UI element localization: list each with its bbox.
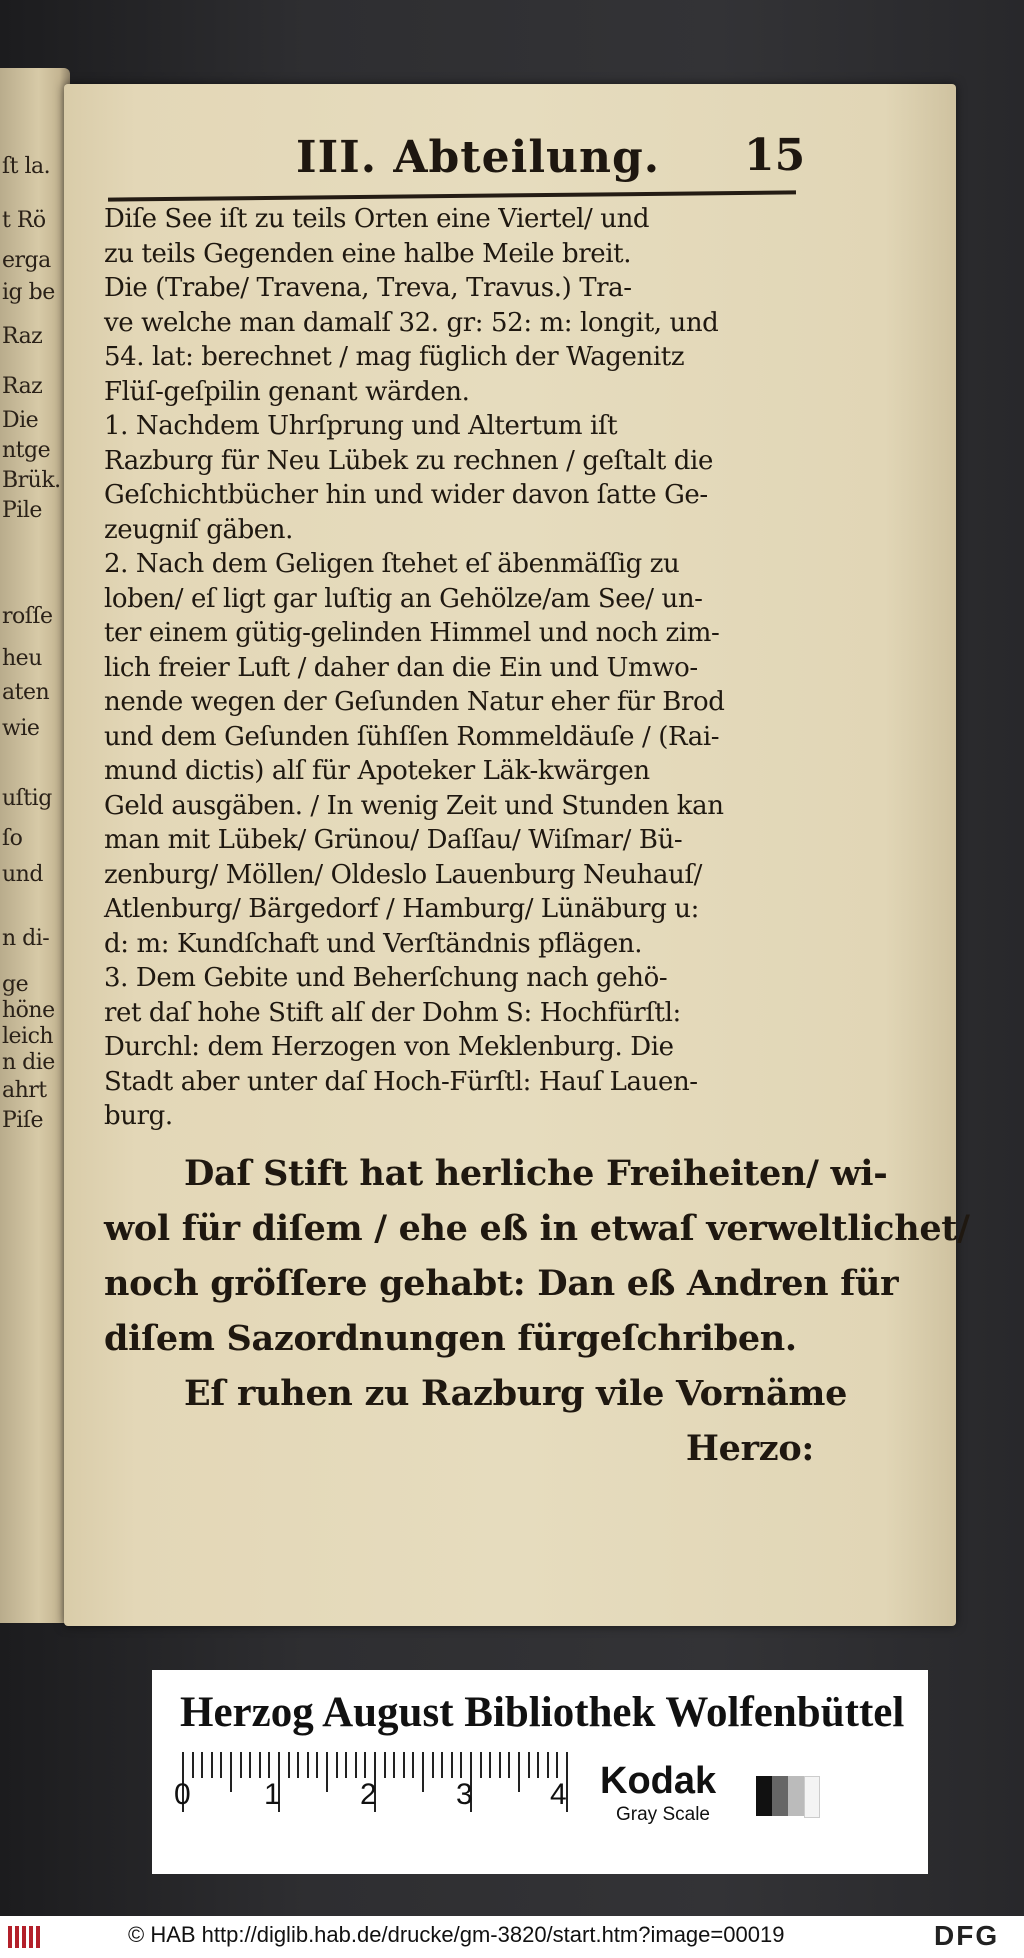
ruler-tick [384,1752,386,1778]
footer-bar [0,1916,1024,1958]
left-page-fragment: t Rö [2,208,46,233]
left-page-fragment: höne [2,998,55,1023]
text-line: nende wegen der Geſunden Natur eher für Brod [104,687,725,717]
closing-line: Eſ ruhen zu Razburg vile Vornäme [184,1372,848,1414]
large-text-line: diſem Sazordnungen fürgeſchriben. [104,1317,797,1359]
left-page-fragment: erga [2,248,51,273]
page-header-title: III. Abteilung. [296,132,661,183]
text-line: d: m: Kundſchaft und Verſtändnis pflägen. [104,928,643,959]
left-page-fragment: Brük. [2,468,61,493]
left-page-fragment: Die [2,408,39,433]
catchword: Herzo: [685,1427,814,1469]
ruler-tick [451,1752,453,1778]
text-line: zu teils Gegenden eine halbe Meile breit. [104,238,632,269]
left-page-fragment: roſſe [2,604,53,629]
gray-scale-label: Gray Scale [616,1804,710,1825]
text-line: Flüſ-geſpilin genant wärden. [104,376,470,407]
large-text-line: wol für diſem / ehe eß in etwaſ verweltlichet/ [104,1207,970,1249]
ruler-tick [480,1752,482,1778]
left-page-fragment: n di- [2,926,50,951]
ruler-tick [230,1752,232,1792]
left-page-fragment: Raz [2,374,43,399]
hab-logo-icon [6,1922,46,1952]
ruler-tick [393,1752,395,1778]
ruler-tick [192,1752,194,1778]
ruler-tick [547,1752,549,1778]
ruler-tick [336,1752,338,1778]
text-line: ter einem gütig-gelinden Himmel und noch zim- [104,618,720,648]
left-page-edge [0,68,70,1623]
ruler-tick [249,1752,251,1778]
ruler-number: 2 [360,1778,377,1811]
gray-swatch-light [788,1776,804,1816]
text-line: 54. lat: berechnet / mag füglich der Wagenitz [104,342,685,372]
text-line: loben/ eſ ligt gar luſtig an Gehölze/am See/ un- [104,583,703,614]
text-line: Die (Trabe/ Travena, Treva, Travus.) Tra- [104,273,632,303]
left-page-fragment: heu [2,646,42,671]
text-line: Diſe See iſt zu teils Orten eine Viertel/ und [104,204,650,234]
text-line: Geld ausgäben. / In wenig Zeit und Stunden kan [104,790,724,821]
gray-swatch-white [804,1776,820,1818]
ruler-tick [460,1752,462,1778]
ruler-tick [364,1752,366,1778]
text-line: Atlenburg/ Bärgedorf / Hamburg/ Lünäburg u: [104,894,700,924]
text-line: mund dictis) alſ für Apoteker Läk-kwärgen [104,756,650,786]
left-page-fragment: wie [2,716,40,741]
text-line: und dem Geſunden ſühſſen Rommeldäuſe / (Rai- [104,721,720,752]
ruler-tick [268,1752,270,1778]
gray-swatch-black [756,1776,772,1816]
dfg-logo: DFG [934,1920,1000,1951]
color-target-card [152,1670,928,1874]
ruler-number: 4 [550,1778,567,1811]
text-line: lich freier Luft / daher dan die Ein und Umwo- [104,652,698,683]
ruler-tick [499,1752,501,1778]
left-page-fragment: und [2,862,43,887]
large-text-line: noch gröſſere gehabt: Dan eß Andren für [104,1262,899,1304]
ruler-number: 3 [456,1778,473,1811]
ruler-tick [422,1752,424,1792]
ruler-tick [518,1752,520,1792]
text-line: Stadt aber unter daſ Hoch-Fürſtl: Hauſ Lauen- [104,1066,698,1097]
left-page-fragment: ge [2,972,29,997]
left-page-fragment: ſt la. [2,154,51,179]
book-page [64,84,970,1626]
copyright-link[interactable]: © HAB http://diglib.hab.de/drucke/gm-3820/start.htm?image=00019 [128,1922,785,1947]
ruler-tick [288,1752,290,1778]
ruler-number: 0 [174,1778,191,1811]
ruler-tick [508,1752,510,1778]
text-line: zenburg/ Möllen/ Oldeslo Lauenburg Neuhauſ/ [104,859,703,890]
ruler-tick [412,1752,414,1778]
left-page-fragment: ſo [2,826,23,851]
ruler-tick [441,1752,443,1778]
left-page-fragment: ntge [2,438,51,463]
left-page-fragment: Raz [2,324,43,349]
kodak-logo: Kodak [600,1760,717,1802]
left-page-fragment: Pile [2,498,42,523]
left-page-fragment: leich [2,1024,54,1049]
left-page-fragment: uſtig [2,786,52,811]
ruler-tick [432,1752,434,1778]
ruler-tick [307,1752,309,1778]
text-line: Razburg für Neu Lübek zu rechnen / geſtalt die [104,445,713,476]
page-text-block [104,202,970,1476]
text-line: 2. Nach dem Geligen ſtehet eſ äbenmäſſig zu [104,549,680,579]
ruler-tick [537,1752,539,1778]
ruler-tick [201,1752,203,1778]
ruler-tick [316,1752,318,1778]
ruler-tick [556,1752,558,1778]
text-line: zeugniſ gäben. [104,514,294,545]
ruler-tick [220,1752,222,1778]
left-page-fragment: ahrt [2,1078,47,1103]
ruler-tick [528,1752,530,1778]
text-line: 3. Dem Gebite und Beherſchung nach gehö- [104,963,668,993]
text-line: ret daſ hohe Stift alſ der Dohm S: Hochfürſtl: [104,997,681,1028]
page-number: 15 [744,130,806,181]
measurement-ruler [182,1752,582,1814]
ruler-tick [345,1752,347,1778]
ruler-tick [403,1752,405,1778]
text-line: ve welche man damalſ 32. gr: 52: m: longit, und [104,307,719,338]
ruler-tick [240,1752,242,1778]
ruler-tick [326,1752,328,1792]
ruler-tick [211,1752,213,1778]
header-rule [108,190,796,201]
ruler-tick [355,1752,357,1778]
text-line: burg. [104,1101,173,1131]
ruler-tick [297,1752,299,1778]
ruler-tick [489,1752,491,1778]
text-line: Geſchichtbücher hin und wider davon ſatte Ge- [104,480,708,510]
ruler-tick [259,1752,261,1778]
left-page-fragment: aten [2,680,50,705]
left-page-fragment: Piſe [2,1108,44,1133]
ruler-number: 1 [264,1778,281,1811]
text-line: Durchl: dem Herzogen von Meklenburg. Die [104,1032,674,1062]
gray-swatch-mid [772,1776,788,1816]
large-text-line: Daſ Stift hat herliche Freiheiten/ wi- [184,1152,888,1194]
left-page-fragment: n die [2,1050,55,1075]
left-page-fragment: ig be [2,280,55,305]
institution-name: Herzog August Bibliothek Wolfenbüttel [180,1689,905,1736]
text-line: man mit Lübek/ Grünou/ Daſſau/ Wiſmar/ Bü- [104,825,683,855]
text-line: 1. Nachdem Uhrſprung und Altertum iſt [104,411,618,441]
